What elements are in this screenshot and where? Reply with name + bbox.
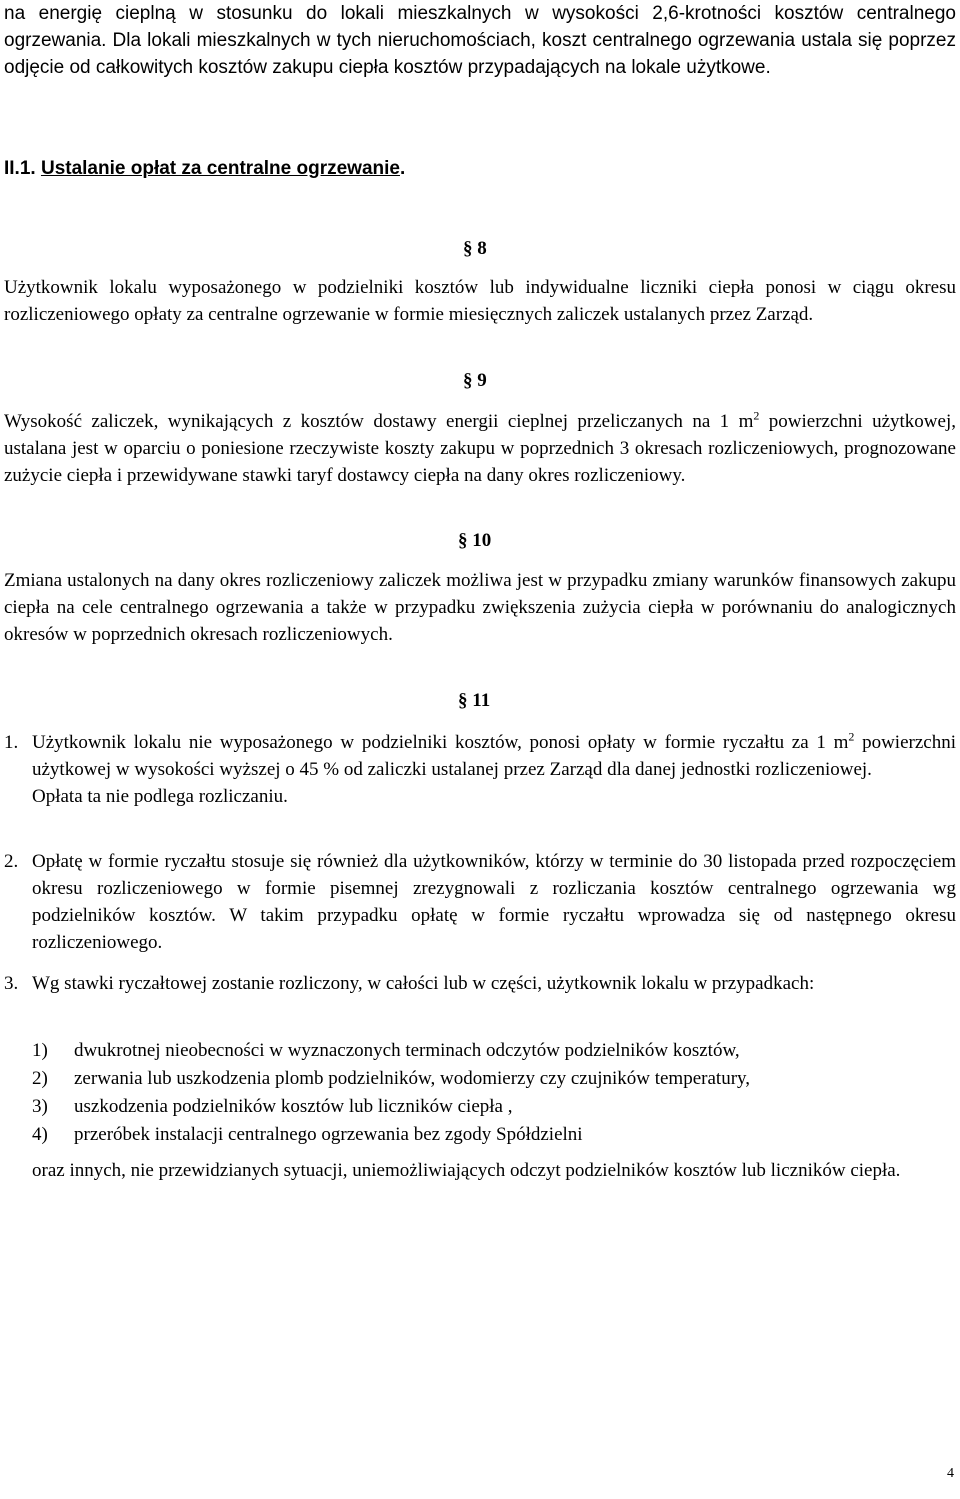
section-sign-10: § 10	[458, 530, 492, 551]
cases-list	[32, 1037, 952, 1149]
paragraph-8: Użytkownik lokalu wyposażonego w podzielniki kosztów lub indywidualne liczniki ciepła ponosi w ciągu okresu rozliczeniowego opłaty za centralne ogrzewanie w formie miesięcznych zaliczek ustalanych przez Zarząd.	[4, 277, 956, 325]
list-item-3-number: 3.	[4, 973, 19, 994]
section-sign-11: § 11	[458, 690, 491, 711]
paragraph-9-part-a: Wysokość zaliczek, wynikających z kosztów dostawy energii cieplnej przeliczanych na 1 m	[4, 411, 754, 432]
case-text: uszkodzenia podzielników kosztów lub liczników ciepła ,	[74, 1096, 513, 1117]
section-heading	[4, 158, 405, 180]
list-item-2-text: Opłatę w formie ryczałtu stosuje się również dla użytkowników, którzy w terminie do 30 listopada przed rozpoczęciem okresu rozliczeniowego w formie pisemnej zrezygnowali z rozliczania kosztów centralnego ogrzewania wg podzielników kosztów. W takim przypadku opłatę w formie ryczałtu wprowadza się od następnego okresu rozliczeniowego.	[32, 851, 956, 953]
case-number: 4)	[32, 1124, 48, 1145]
list-item-3-text: Wg stawki ryczałtowej zostanie rozliczony, w całości lub w części, użytkownik lokalu w przypadkach:	[32, 973, 815, 994]
paragraph-10: Zmiana ustalonych na dany okres rozliczeniowy zaliczek możliwa jest w przypadku zmiany warunków finansowych zakupu ciepła na cele centralnego ogrzewania a także w przypadku zwiększenia zużycia ciepła w porównaniu do analogicznych okresów w poprzednich okresach rozliczeniowych.	[4, 570, 956, 645]
list-item-1-part-a: Użytkownik lokalu nie wyposażonego w podzielniki kosztów, ponosi opłaty w formie ryczałtu za 1 m	[32, 732, 849, 753]
case-text: przeróbek instalacji centralnego ogrzewania bez zgody Spółdzielni	[74, 1124, 583, 1145]
list-item-1-superscript: 2	[848, 729, 855, 744]
list-item-1-text	[32, 729, 956, 810]
list-item-1-part-b: powierzchni użytkowej w wysokości wyższej o 45 % od zaliczki ustalanej przez Zarząd dla danej jednostki rozliczeniowej.	[32, 732, 956, 780]
case-number: 2)	[32, 1068, 48, 1089]
paragraph-9	[4, 408, 956, 489]
list-item-1-extra: Opłata ta nie podlega rozliczaniu.	[32, 786, 288, 807]
case-text: zerwania lub uszkodzenia plomb podzielników, wodomierzy czy czujników temperatury,	[74, 1068, 751, 1089]
heading-trailing: .	[399, 158, 406, 179]
case-number: 1)	[32, 1040, 48, 1061]
list-item-2	[4, 848, 956, 958]
closing-paragraph: oraz innych, nie przewidzianych sytuacji, uniemożliwiających odczyt podzielników kosztów lub liczników ciepła.	[32, 1160, 901, 1181]
case-text: dwukrotnej nieobecności w wyznaczonych terminach odczytów podzielników kosztów,	[74, 1040, 740, 1061]
case-item	[32, 1093, 952, 1121]
list-item-1	[4, 729, 956, 839]
case-item	[32, 1121, 952, 1149]
case-item	[32, 1065, 952, 1093]
paragraph-9-part-b: powierzchni użytkowej, ustalana jest w oparciu o poniesione rzeczywiste koszty zakupu w poprzednich 3 okresach rozliczeniowych, prognozowane zużycie ciepła i przewidywane stawki taryf dostawcy ciepła na dany okres rozliczeniowy.	[4, 411, 956, 486]
list-item-3	[4, 970, 956, 1026]
section-sign-8: § 8	[463, 238, 487, 259]
case-number: 3)	[32, 1096, 48, 1117]
list-item-2-number: 2.	[4, 851, 19, 872]
case-item	[32, 1037, 952, 1065]
list-item-1-number: 1.	[4, 732, 19, 753]
section-sign-9: § 9	[463, 370, 487, 391]
heading-title: Ustalanie opłat za centralne ogrzewanie	[40, 158, 400, 179]
heading-number: II.1.	[4, 158, 36, 179]
page-number: 4	[947, 1466, 954, 1481]
paragraph-9-superscript: 2	[753, 408, 760, 423]
intro-paragraph: na energię cieplną w stosunku do lokali mieszkalnych w wysokości 2,6-krotności kosztów centralnego ogrzewania. Dla lokali mieszkalnych w tych nieruchomościach, koszt centralnego ogrzewania ustala się poprzez odjęcie od całkowitych kosztów zakupu ciepła kosztów przypadających na lokale użytkowe.	[4, 3, 956, 78]
